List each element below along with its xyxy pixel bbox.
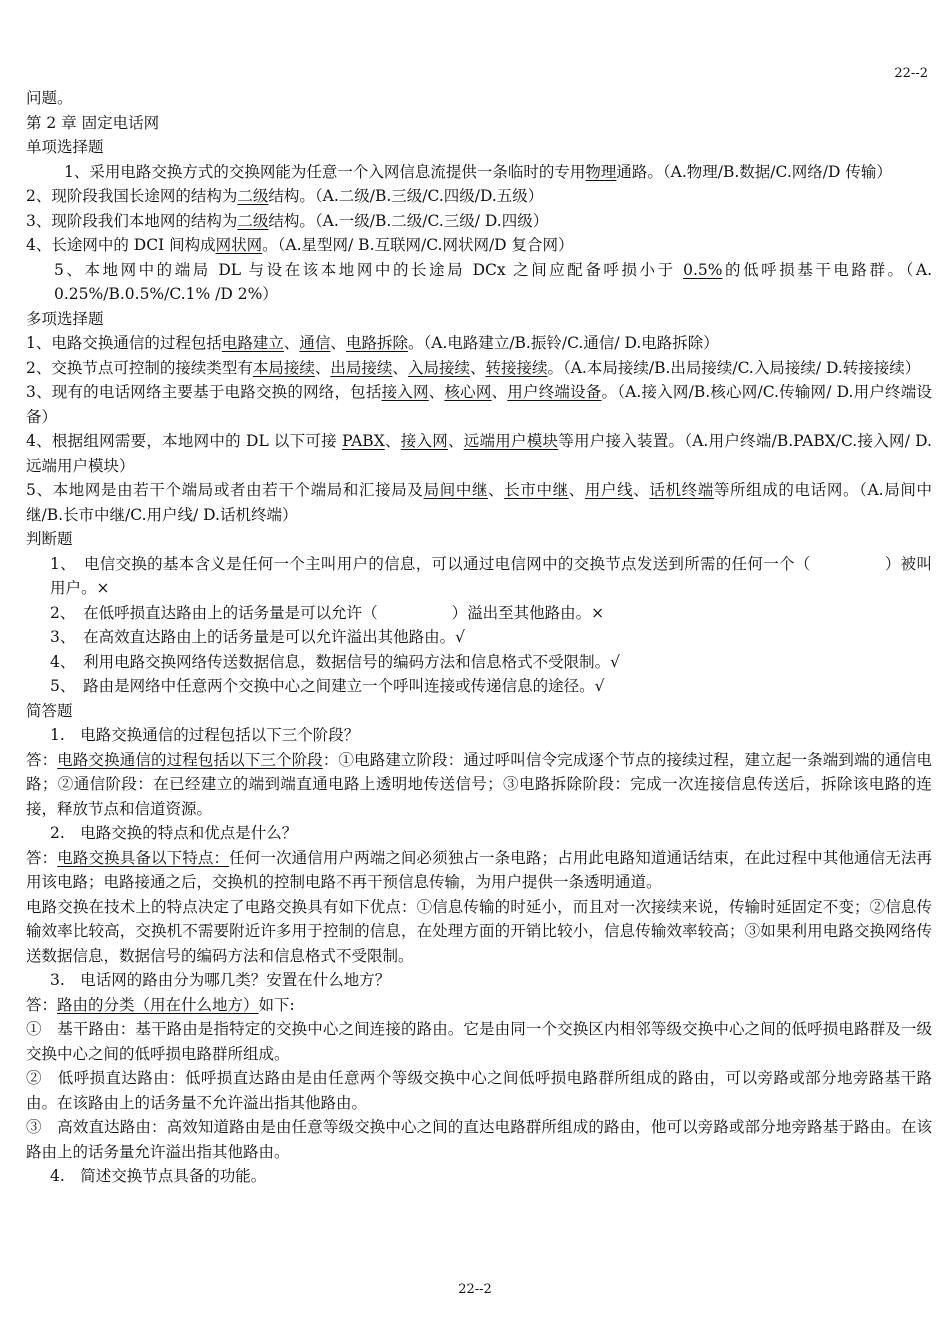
answer-underline: 电路交换具备以下特点： — [57, 848, 230, 867]
question-text: 。（A.本局接续/B.出局接续/C.入局接续/ D.转接接续） — [547, 358, 921, 377]
answer-underline: 出局接续 — [330, 358, 393, 377]
judgment-item: 4、 利用电路交换网络传送数据信息，数据信号的编码方法和信息格式不受限制。√ — [50, 652, 620, 671]
question-text: 的低呼损基干电路群。（A. 0.25%/B.0.5%/C.1% /D 2%） — [54, 260, 933, 303]
answer-underline: 电路拆除 — [345, 334, 408, 352]
footer-page-number: 22--2 — [458, 1282, 492, 1297]
short-question: 1. 电路交换通信的过程包括以下三个阶段？ — [50, 726, 360, 744]
answer-underline: 话机终端 — [649, 481, 714, 499]
answer-underline: 转接接续 — [485, 358, 548, 377]
question-text: 5、本地网是由若干个端局或者由若干个端局和汇接局及 — [26, 481, 424, 499]
route-item: ③ 高效直达路由：高效知道路由是由任意等级交换中心之间的直达电路群所组成的路由，他可以旁路或部分地旁路基于路由。在该路由上的话务量允许溢出指其他路由。 — [26, 1118, 932, 1161]
question-text: ）被叫用户。× — [50, 554, 932, 597]
document-body — [26, 86, 932, 1189]
question-text: 4、长途网中的 DCI 间构成 — [26, 236, 216, 254]
question-item — [26, 429, 932, 478]
question-item — [26, 331, 932, 356]
answer-underline: 通信 — [299, 334, 331, 352]
question-text: 1、采用电路交换方式的交换网能为任意一个入网信息流提供一条临时的专用 — [64, 162, 586, 181]
answer-paragraph — [26, 846, 932, 895]
question-text: 1、 电信交换的基本含义是任何一个主叫用户的信息，可以通过电信网中的交换节点发送到所需的任何一个（ — [50, 554, 811, 573]
separator: 、 — [469, 358, 486, 377]
answer-underline: 本局接续 — [252, 358, 315, 377]
route-item: ① 基干路由：基干路由是指特定的交换中心之间连接的路由。它是由同一个交换区内相邻等级交换中心之间的低呼损电路群及一级交换中心之间的低呼损电路群所组成。 — [26, 1020, 932, 1063]
question-item — [26, 233, 932, 258]
question-text: 3、现有的电话网络主要基于电路交换的网络，包括 — [26, 383, 382, 401]
question-text: 。（A.接入网/B.核心网/C.传输网/ D.用户终端设备） — [26, 383, 932, 426]
question-text: 结构。（A.二级/B.三级/C.四级/D.五级） — [268, 187, 544, 205]
question-item — [26, 209, 932, 234]
separator: 、 — [314, 358, 331, 377]
question-item — [26, 160, 932, 185]
section-heading: 单项选择题 — [26, 138, 104, 156]
answer-underline: 0.5% — [683, 260, 723, 279]
answer-underline: 入局接续 — [407, 358, 470, 377]
answer-text: ：①电路建立阶段：通过呼叫信令完成逐个节点的接续过程，建立起一条端到端的通信电路；②通信阶段：在已经建立的端到端直通电路上透明地传送信号；③电路拆除阶段：完成一次连接信息传送后，拆除该电路的连接，释放节点和信道资源。 — [26, 750, 932, 818]
separator: 、 — [330, 334, 346, 352]
separator: 、 — [633, 481, 650, 499]
chapter-title: 第 2 章 固定电话网 — [26, 113, 160, 132]
text-line: 问题。 — [26, 89, 73, 107]
question-item — [26, 184, 932, 209]
question-item — [26, 380, 932, 429]
question-text: 2、交换节点可控制的接续类型有 — [26, 358, 253, 377]
judgment-item: 5、 路由是网络中任意两个交换中心之间建立一个呼叫连接或传递信息的途径。√ — [50, 677, 605, 695]
answer-underline: 路由的分类（用在什么地方） — [57, 995, 259, 1014]
answer-underline: 网状网 — [215, 236, 263, 254]
question-text: 。（A.电路建立/B.振铃/C.通信/ D.电路拆除） — [407, 334, 719, 352]
section-heading: 简答题 — [26, 701, 73, 720]
answer-underline: 二级 — [237, 187, 269, 205]
question-text: 通路。（A.物理/B.数据/C.网络/D 传输） — [616, 162, 892, 181]
answer-underline: 物理 — [585, 162, 617, 181]
answer-underline: 远端用户模块 — [463, 432, 559, 450]
question-item — [26, 478, 932, 527]
question-text: 1、电路交换通信的过程包括 — [26, 334, 222, 352]
separator: 、 — [392, 358, 408, 377]
separator: 、 — [428, 383, 445, 401]
header-page-number: 22--2 — [894, 66, 928, 81]
question-text: 4、根据组网需要，本地网中的 DL 以下可接 — [26, 432, 343, 450]
answer-paragraph — [26, 993, 932, 1018]
question-text: 等用户接入装置。（A.用户终端/B.PABX/C.接入网/ D.远端用户模块） — [26, 432, 932, 475]
answer-underline: 长市中继 — [504, 481, 569, 499]
section-heading: 判断题 — [26, 530, 73, 548]
judgment-item — [26, 601, 932, 626]
short-question: 4. 简述交换节点具备的功能。 — [50, 1167, 267, 1185]
judgment-item: 3、 在高效直达路由上的话务量是可以允许溢出其他路由。√ — [50, 628, 465, 646]
answer-underline: PABX — [342, 432, 385, 450]
separator: 、 — [568, 481, 585, 499]
question-text: ）溢出至其他路由。× — [451, 603, 605, 622]
answer-prefix: 答： — [26, 995, 58, 1014]
answer-text: 任何一次通信用户两端之间必须独占一条电路；占用此电路知道通话结束，在此过程中其他通信无法再用该电路；电路接通之后，交换机的控制电路不再干预信息传输，为用户提供一条透明通道。 — [26, 848, 932, 891]
separator: 、 — [447, 432, 464, 450]
answer-paragraph: 电路交换在技术上的特点决定了电路交换具有如下优点：①信息传输的时延小，而且对一次接续来说，传输时延固定不变；②信息传输效率比较高，交换机不需要附近许多用于控制的信息，在处理方面的开销比较小，信息传输效率较高；③如果利用电路交换网络传送数据信息，数据信号的编码方法和信息格式不受限制。 — [26, 897, 932, 965]
question-item — [26, 258, 932, 307]
separator: 、 — [283, 334, 300, 352]
separator: 、 — [384, 432, 401, 450]
question-text: 。（A.星型网/ B.互联网/C.网状网/D 复合网） — [262, 236, 574, 254]
answer-paragraph — [26, 748, 932, 822]
answer-underline: 电路交换通信的过程包括以下三个阶段 — [57, 750, 323, 769]
question-text: 结构。（A.一级/B.二级/C.三级/ D.四级） — [268, 211, 549, 230]
answer-underline: 二级 — [237, 211, 269, 230]
answer-underline: 用户线 — [584, 481, 634, 499]
answer-underline: 局间中继 — [423, 481, 489, 499]
section-heading: 多项选择题 — [26, 309, 104, 328]
question-text: 2、 在低呼损直达路由上的话务量是可以允许（ — [50, 603, 378, 622]
separator: 、 — [491, 383, 508, 401]
short-question: 3. 电话网的路由分为哪几类？安置在什么地方？ — [50, 971, 391, 989]
question-text: 3、现阶段我们本地网的结构为 — [26, 211, 238, 230]
judgment-item — [26, 552, 932, 601]
question-text: 5、本地网中的端局 DL 与设在该本地网中的长途局 DCx 之间应配备呼损小于 — [54, 260, 684, 279]
route-item: ② 低呼损直达路由：低呼损直达路由是由任意两个等级交换中心之间低呼损电路群所组成的路由，可以旁路或部分地旁路基干路由。在该路由上的话务量不允许溢出指其他路由。 — [26, 1069, 932, 1112]
answer-prefix: 答： — [26, 750, 58, 769]
question-item — [26, 356, 932, 381]
answer-text: 如下: — [258, 995, 295, 1014]
answer-underline: 电路建立 — [221, 334, 284, 352]
short-question: 2. 电路交换的特点和优点是什么？ — [50, 824, 298, 842]
question-text: 2、现阶段我国长途网的结构为 — [26, 187, 238, 205]
answer-underline: 核心网 — [444, 383, 492, 401]
answer-underline: 接入网 — [381, 383, 429, 401]
answer-underline: 接入网 — [400, 432, 448, 450]
separator: 、 — [488, 481, 505, 499]
answer-prefix: 答： — [26, 848, 58, 867]
answer-underline: 用户终端设备 — [507, 383, 602, 401]
question-text: 等所组成的电话网。（A.局间中继/B.长市中继/C.用户线/ D.话机终端） — [26, 481, 932, 524]
